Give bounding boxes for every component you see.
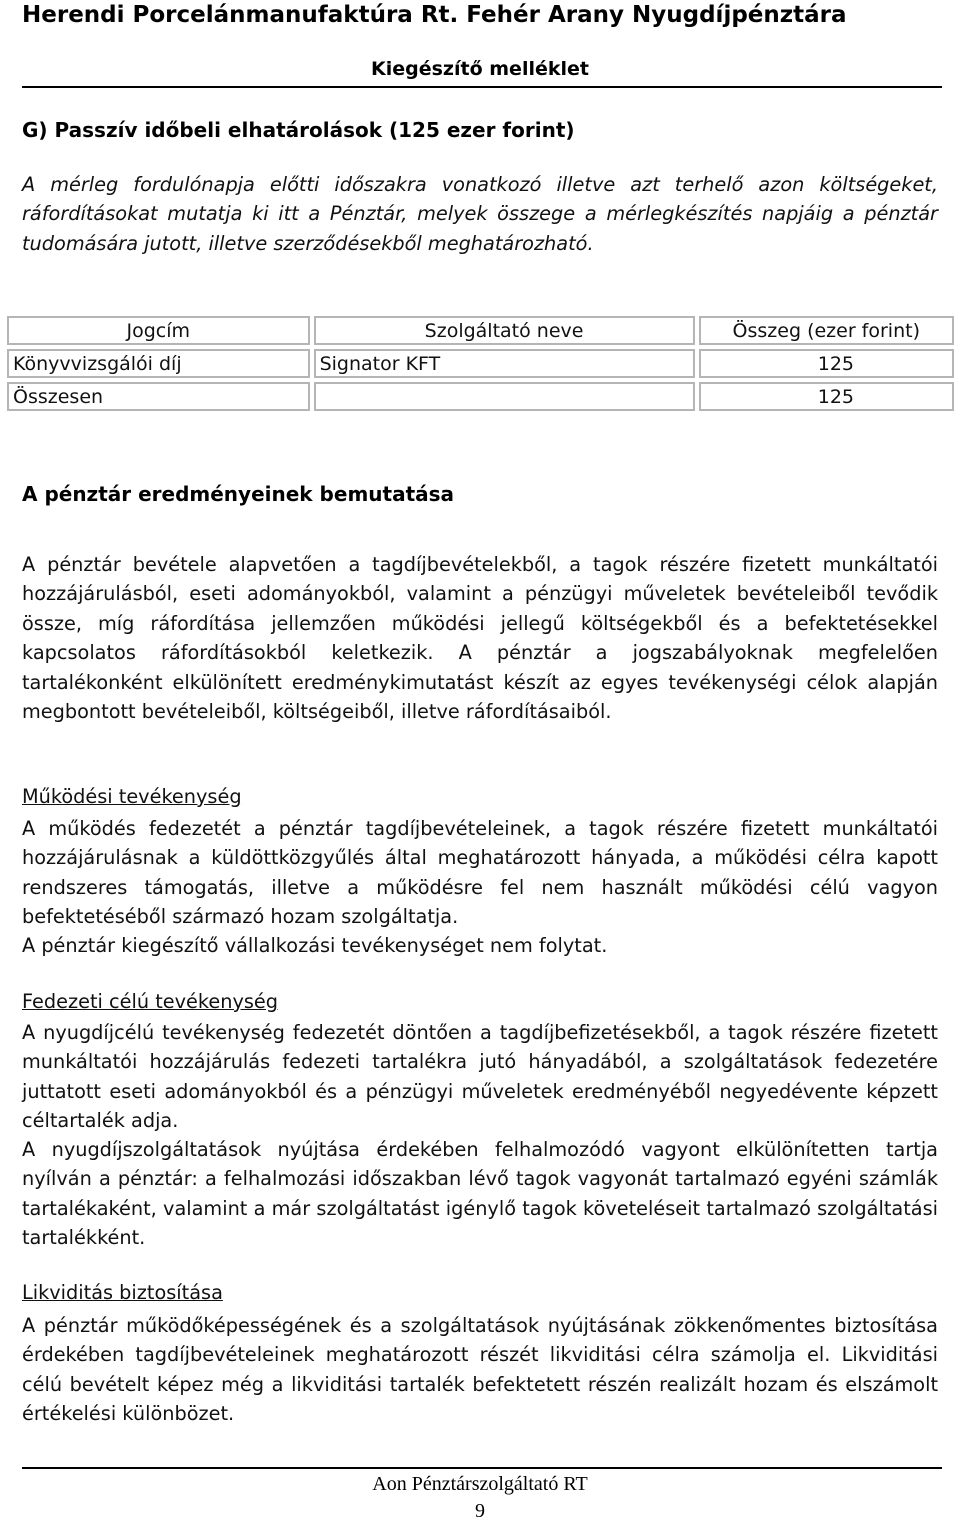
table-header-cell: Jogcím: [7, 316, 310, 345]
table-row: [7, 349, 954, 378]
table-cell: Könyvvizsgálói díj: [7, 349, 310, 378]
table-header-row: [7, 316, 954, 345]
accruals-table: [3, 312, 958, 415]
results-heading: A pénztár eredményeinek bemutatása: [22, 482, 455, 506]
coverage-heading: Fedezeti célú tevékenység: [22, 990, 279, 1013]
results-text: A pénztár bevétele alapvetően a tagdíjbevételekből, a tagok részére fizetett munkáltatói hozzájárulásból, eseti adományokból, valamint a pénzügyi műveletek bevételeiből tevődik össze, míg ráfordítása jellemzően működési jellegű költségekből és a befektetésekkel kapcsolatos ráfordításokból keletkezik. A pénztár a jogszabályoknak megfelelően tartalékonként elkülönített eredménykimutatást készít az egyes tevékenységi célok alapján megbontott bevételeiből, költségeiből, illetve ráfordításaiból.: [22, 553, 938, 724]
document-header-subtitle: Kiegészítő melléklet: [371, 58, 589, 80]
section-g-text: A mérleg fordulónapja előtti időszakra vonatkozó illetve azt terhelő azon költségeket, ráfordításokat mutatja ki itt a Pénztár, melyek összege a mérlegkészítés napjáig a pénztár tudomására jutott, illetve szerződésekből meghatározható.: [22, 173, 938, 255]
table-cell: Összesen: [7, 382, 310, 411]
operating-text-2: A pénztár kiegészítő vállalkozási tevékenységet nem folytat.: [22, 934, 608, 957]
table-cell: 125: [699, 349, 954, 378]
operating-heading: Működési tevékenység: [22, 785, 242, 808]
coverage-text-2: A nyugdíjszolgáltatások nyújtása érdekében felhalmozódó vagyont elkülönítetten tartja nyílván a pénztár: a felhalmozási időszakban lévő tagok vagyonát tartalmazó egyéni számlák tartalékaként, valamint a már szolgáltatást igénylő tagok követeléseit tartalmazó szolgáltatási tartalékként.: [22, 1138, 938, 1250]
liquidity-text: A pénztár működőképességének és a szolgáltatások nyújtásának zökkenőmentes biztosítása érdekében tagdíjbevételeinek meghatározott részét likviditási célra számolja el. Likviditási célú bevételt képez még a likviditási tartalék befektetett részén realizált hozam és elszámolt értékelési különbözet.: [22, 1314, 938, 1426]
header-divider: [22, 86, 942, 88]
table-header-cell: Összeg (ezer forint): [699, 316, 954, 345]
section-g-heading: G) Passzív időbeli elhatárolások (125 ezer forint): [22, 118, 575, 142]
table-header-cell: Szolgáltató neve: [314, 316, 695, 345]
liquidity-heading: Likviditás biztosítása: [22, 1281, 223, 1304]
document-header-title: Herendi Porcelánmanufaktúra Rt. Fehér Arany Nyugdíjpénztára: [22, 2, 847, 28]
footer-company: Aon Pénztárszolgáltató RT: [372, 1473, 588, 1495]
table-cell: Signator KFT: [314, 349, 695, 378]
table-row: [7, 382, 954, 411]
coverage-text: A nyugdíjcélú tevékenység fedezetét döntően a tagdíjbefizetésekből, a tagok részére fizetett munkáltatói hozzájárulás fedezeti tartalékra jutó hányadából, a szolgáltatások fedezetére juttatott eseti adományokból és a pénzügyi műveletek eredményéből negyedévente képzett céltartalék adja.: [22, 1021, 938, 1133]
operating-text: A működés fedezetét a pénztár tagdíjbevételeinek, a tagok részére fizetett munkáltatói hozzájárulásnak a küldöttközgyűlés által meghatározott hányada, a működési célra kapott rendszeres támogatás, illetve a működésre fel nem használt működési célú vagyon befektetéséből származó hozam szolgáltatja.: [22, 817, 938, 929]
page-number: 9: [475, 1500, 485, 1522]
table-cell: [314, 382, 695, 411]
footer-divider: [22, 1467, 942, 1469]
table-cell: 125: [699, 382, 954, 411]
